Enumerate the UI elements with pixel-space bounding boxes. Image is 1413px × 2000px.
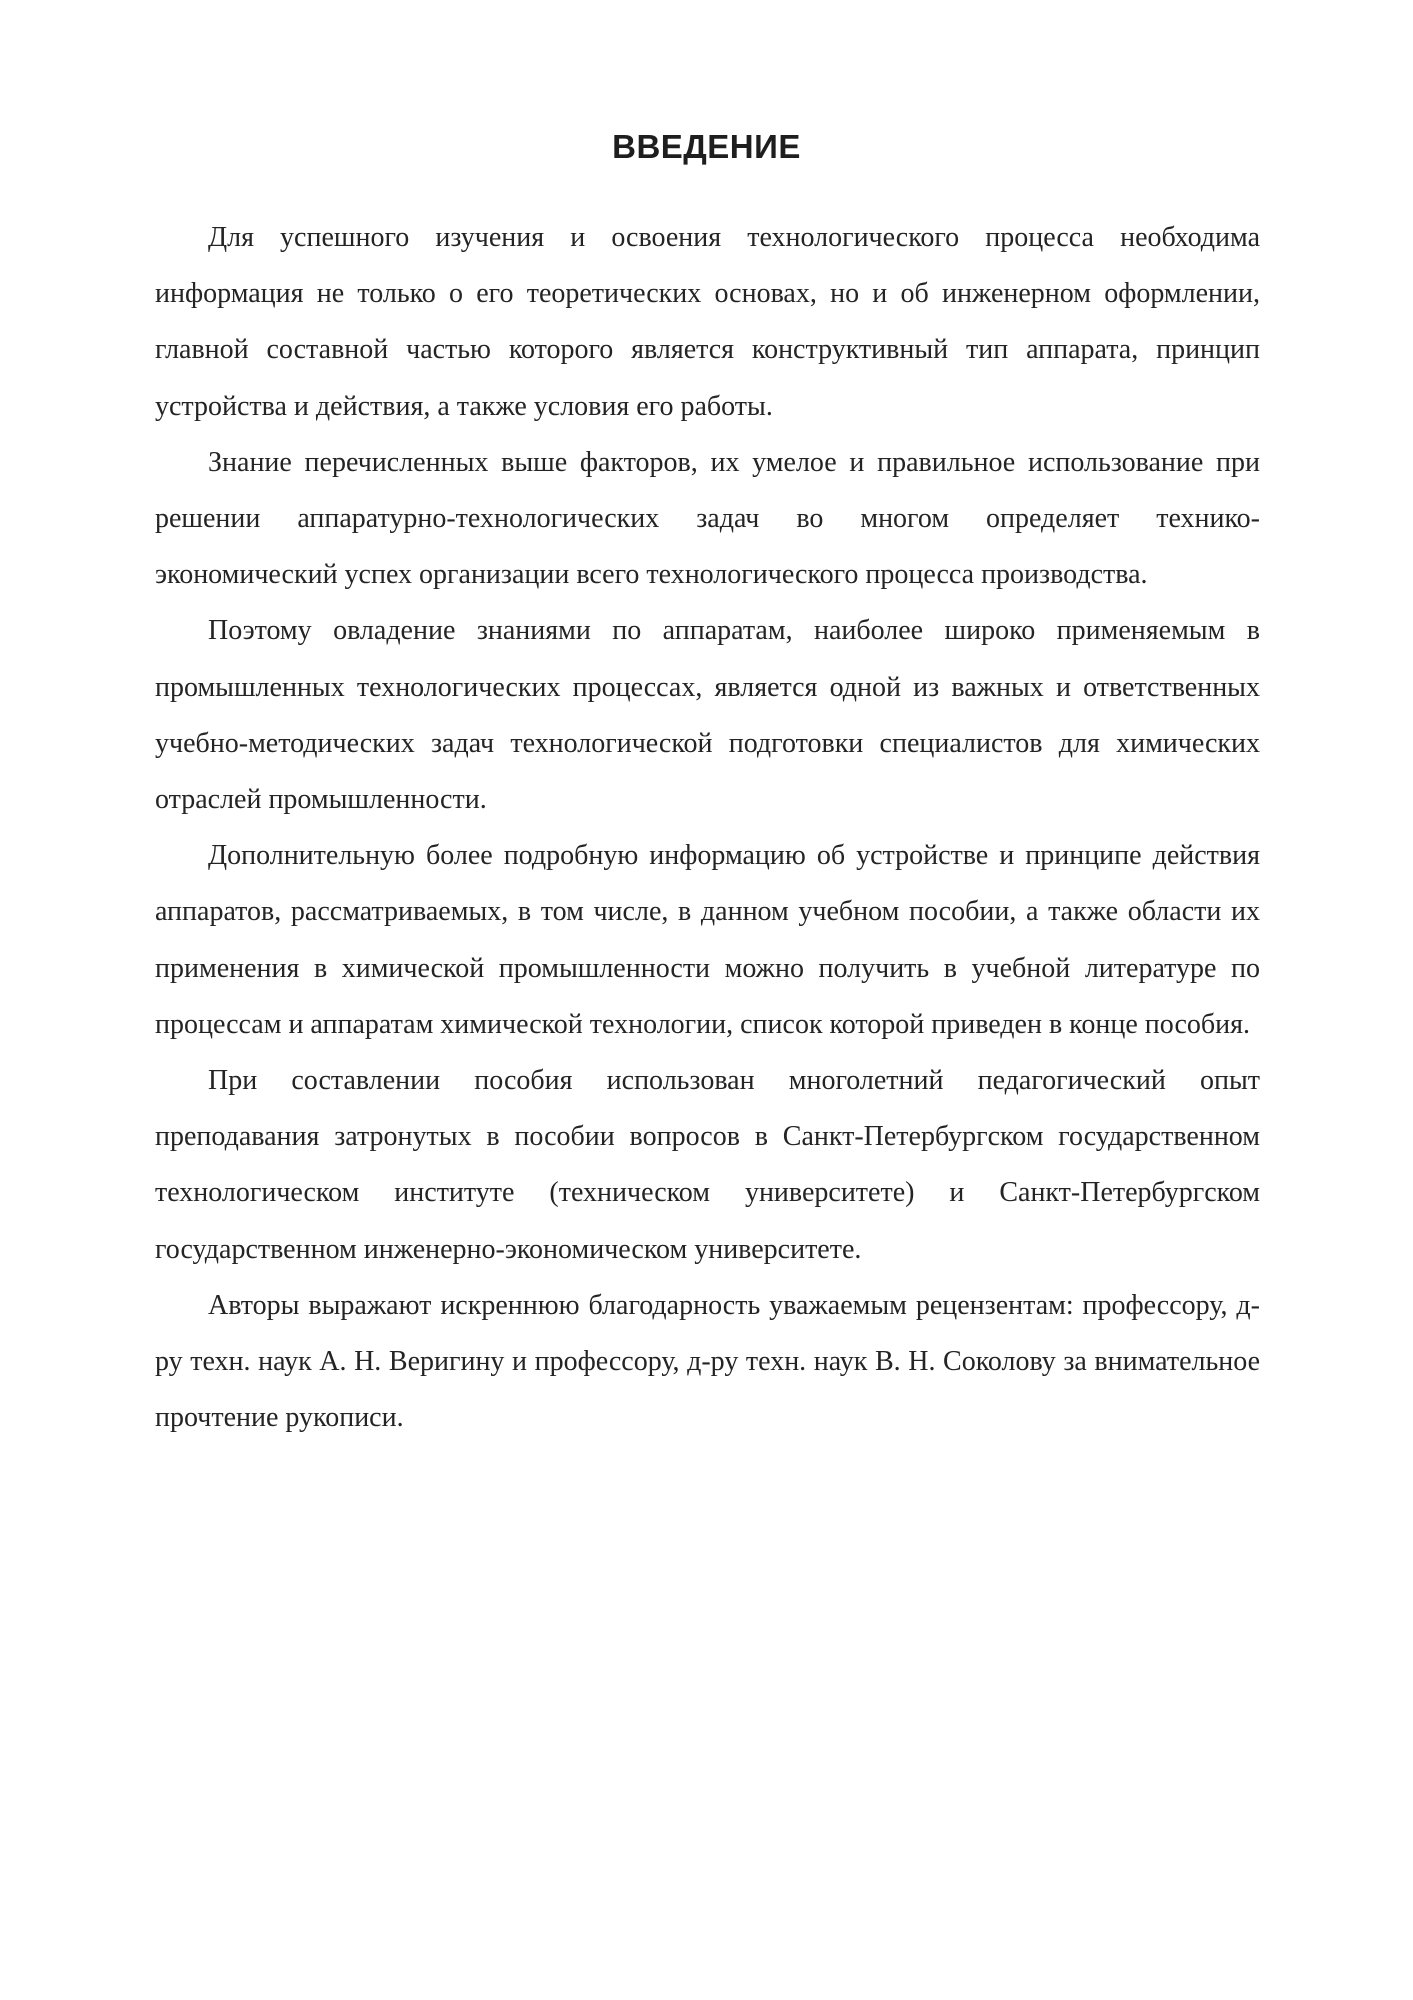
paragraph-1: Для успешного изучения и освоения технологического процесса необходима информация не только о его теоретических основах, но и об инженерном оформлении, главной составной частью которого является конструктивный тип аппарата, принцип устройства и действия, а также условия его работы. [155, 222, 1260, 422]
page-title: ВВЕДЕНИЕ [612, 128, 801, 165]
paragraph-4: Дополнительную более подробную информацию об устройстве и принципе действия аппаратов, рассматриваемых, в том числе, в данном учебном пособии, а также области их применения в химической промышленности можно получить в учебной литературе по процессам и аппаратам химической технологии, список которой приведен в конце пособия. [155, 840, 1260, 1040]
paragraph-3: Поэтому овладение знаниями по аппаратам, наиболее широко применяемым в промышленных технологических процессах, является одной из важных и ответственных учебно-методических задач технологической подготовки специалистов для химических отраслей промышленности. [155, 615, 1260, 816]
paragraph-5: При составлении пособия использован многолетний педагогический опыт преподавания затронутых в пособии вопросов в Санкт-Петербургском государственном технологическом институте (техническом университете) и Санкт-Петербургском государственном инженерно-экономическом университете. [155, 1065, 1260, 1265]
paragraph-6: Авторы выражают искреннюю благодарность уважаемым рецензентам: профессору, д-ру техн. наук А. Н. Веригину и профессору, д-ру техн. наук В. Н. Соколову за внимательное прочтение рукописи. [155, 1289, 1260, 1434]
body-text [155, 210, 1260, 1446]
paragraph-2: Знание перечисленных выше факторов, их умелое и правильное использование при решении аппаратурно-технологических задач во многом определяет технико-экономический успех организации всего технологического процесса производства. [155, 446, 1260, 591]
